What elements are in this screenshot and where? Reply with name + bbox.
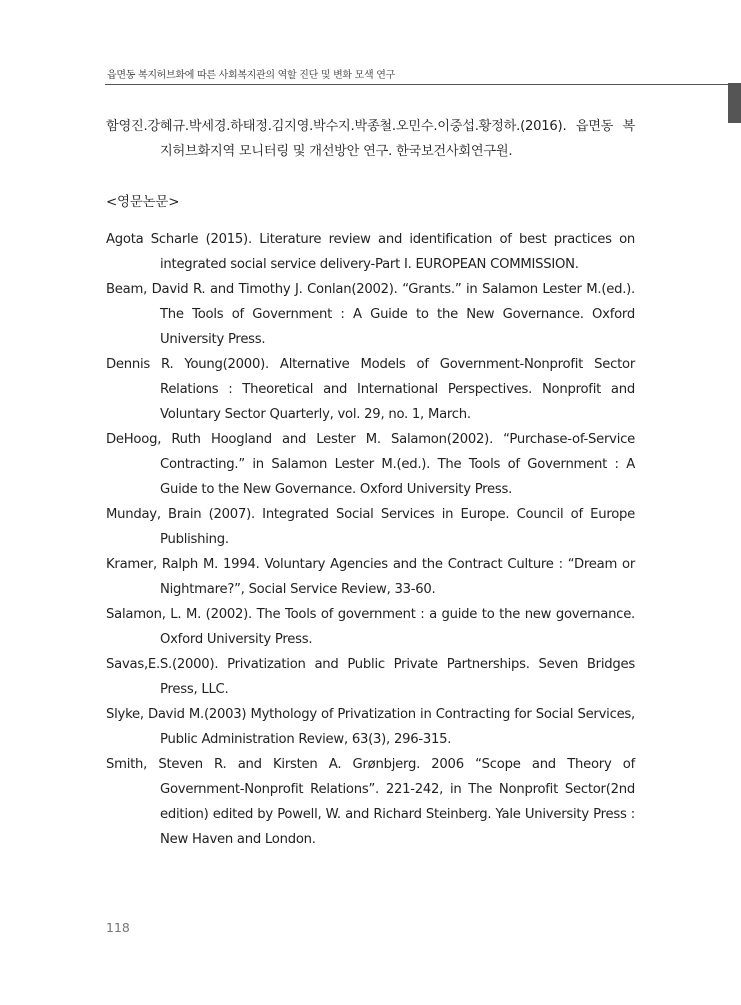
english-reference: DeHoog, Ruth Hoogland and Lester M. Salamon(2002). “Purchase-of-Service Contracting.” in Salamon Lester M.(ed.). The Tools of Government : A Guide to the New Governance. Oxford University Press. — [106, 432, 635, 497]
running-header: 읍면동 복지허브화에 따른 사회복지관의 역할 진단 및 변화 모색 연구 — [107, 70, 395, 81]
english-reference: Dennis R. Young(2000). Alternative Models of Government-Nonprofit Sector Relations : Theoretical and International Perspectives. Nonprofit and Voluntary Sector Quarterly, vol. 29, no. 1, March. — [106, 357, 635, 422]
english-reference: Kramer, Ralph M. 1994. Voluntary Agencies and the Contract Culture : “Dream or Nightmare?”, Social Service Review, 33-60. — [106, 557, 635, 597]
page-number: 118 — [106, 920, 130, 935]
english-reference: Savas,E.S.(2000). Privatization and Public Private Partnerships. Seven Bridges Press, LLC. — [106, 657, 635, 697]
english-section-heading: <영문논문> — [106, 194, 180, 210]
english-reference: Slyke, David M.(2003) Mythology of Privatization in Contracting for Social Services, Public Administration Review, 63(3), 296-315. — [106, 707, 635, 747]
header-side-bar — [728, 83, 741, 123]
english-reference: Agota Scharle (2015). Literature review and identification of best practices on integrated social service delivery-Part Ⅰ. EUROPEAN COMMISSION. — [106, 232, 635, 272]
english-reference: Beam, David R. and Timothy J. Conlan(2002). “Grants.” in Salamon Lester M.(ed.). The Tools of Government : A Guide to the New Governance. Oxford University Press. — [106, 282, 635, 347]
english-reference: Munday, Brain (2007). Integrated Social Services in Europe. Council of Europe Publishing. — [106, 507, 635, 547]
english-reference: Salamon, L. M. (2002). The Tools of government : a guide to the new governance. Oxford University Press. — [106, 607, 635, 647]
korean-reference: 함영진.강혜규.박세경.하태정.김지영.박수지.박종철.오민수.이중섭.황정하.(2016). 읍면동 복지허브화지역 모니터링 및 개선방안 연구. 한국보건사회연구원. — [106, 119, 635, 159]
reference-list — [106, 114, 635, 852]
header-rule — [105, 84, 741, 85]
english-reference: Smith, Steven R. and Kirsten A. Grønbjerg. 2006 “Scope and Theory of Government-Nonprofit Relations”. 221-242, in The Nonprofit Sector(2nd edition) edited by Powell, W. and Richard Steinberg. Yale University Press : New Haven and London. — [106, 757, 635, 847]
